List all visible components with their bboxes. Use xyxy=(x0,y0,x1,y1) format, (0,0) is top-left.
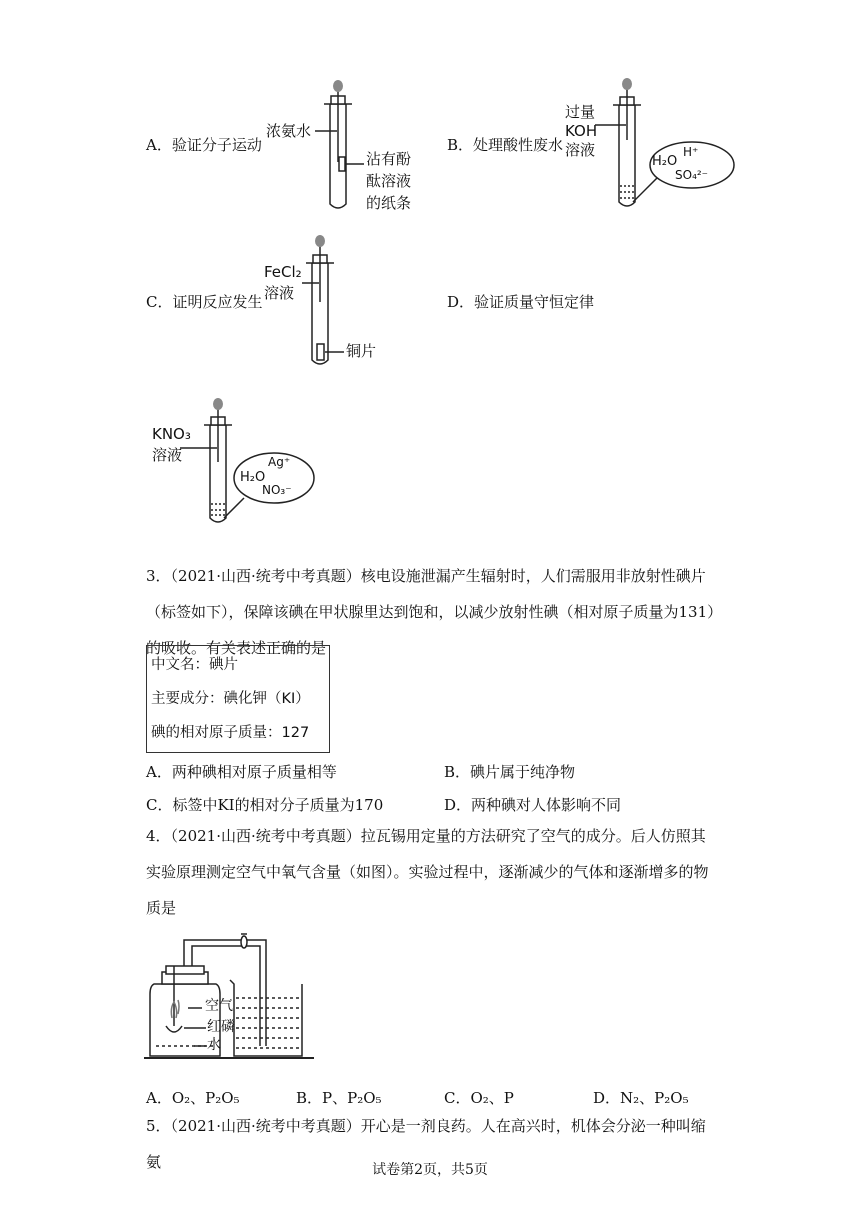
label-copper: 铜片 xyxy=(346,342,377,360)
q3-option-a: A．两种碘相对原子质量相等 xyxy=(146,763,337,781)
svg-text:SO₄²⁻: SO₄²⁻ xyxy=(675,168,709,182)
page-footer: 试卷第2页，共5页 xyxy=(372,1162,488,1178)
tube-diagram-d xyxy=(180,390,320,530)
q4-option-b: B．P、P₂O₅ xyxy=(296,1089,382,1107)
q2-option-a-text: A．验证分子运动 xyxy=(146,136,262,154)
q5-stem: 5．（2021·山西·统考中考真题）开心是一剂良药。人在高兴时，机体会分泌一种叫缩氨 xyxy=(146,1117,706,1171)
label-line-name: 中文名：碘片 xyxy=(151,657,238,673)
svg-text:H₂O: H₂O xyxy=(240,470,266,485)
label-water: 水 xyxy=(207,1037,221,1053)
tube-diagram-b xyxy=(595,70,765,220)
label-red-phosphorus: 红磷 xyxy=(207,1019,235,1035)
svg-text:NO₃⁻: NO₃⁻ xyxy=(262,483,292,497)
q3-stem: 3．（2021·山西·统考中考真题）核电设施泄漏产生辐射时，人们需服用非放射性碘片（标签如下），保障该碘在甲状腺里达到饱和，以减少放射性碘（相对原子质量为131）的吸收。有关表述正确的是 xyxy=(146,567,715,657)
label-line-mass: 碘的相对原子质量：127 xyxy=(151,725,310,741)
q3-option-c: C．标签中KI的相对分子质量为170 xyxy=(146,796,384,814)
label-koh: 过量 KOH 溶液 xyxy=(565,103,598,159)
q4-option-d: D．N₂、P₂O₅ xyxy=(593,1089,689,1107)
q2-option-c-text: C．证明反应发生 xyxy=(146,293,263,311)
label-air: 空气 xyxy=(205,998,233,1014)
iodine-label-box xyxy=(146,645,330,753)
q4-option-c: C．O₂、P xyxy=(444,1089,514,1107)
label-fecl2: FeCl₂ 溶液 xyxy=(264,263,302,302)
svg-text:H⁺: H⁺ xyxy=(683,145,699,159)
svg-text:H₂O: H₂O xyxy=(652,154,678,169)
q4-stem: 4．（2021·山西·统考中考真题）拉瓦锡用定量的方法研究了空气的成分。后人仿照其实验原理测定空气中氧气含量（如图）。实验过程中，逐渐减少的气体和逐渐增多的物质是 xyxy=(146,827,709,917)
label-kno3: KNO₃ 溶液 xyxy=(152,425,191,464)
q4-option-a: A．O₂、P₂O₅ xyxy=(146,1089,240,1107)
label-line-component: 主要成分：碘化钾（KI） xyxy=(151,691,310,707)
svg-text:Ag⁺: Ag⁺ xyxy=(268,455,291,469)
label-ammonia: 浓氨水 xyxy=(266,122,312,140)
q3-option-d: D．两种碘对人体影响不同 xyxy=(444,796,622,814)
q3-option-b: B．碘片属于纯净物 xyxy=(444,763,576,781)
q2-option-b-text: B．处理酸性废水 xyxy=(447,136,564,154)
q2-option-d-text: D．验证质量守恒定律 xyxy=(447,293,595,311)
label-phenol-strip: 沾有酚 酞溶液 的纸条 xyxy=(366,150,412,212)
